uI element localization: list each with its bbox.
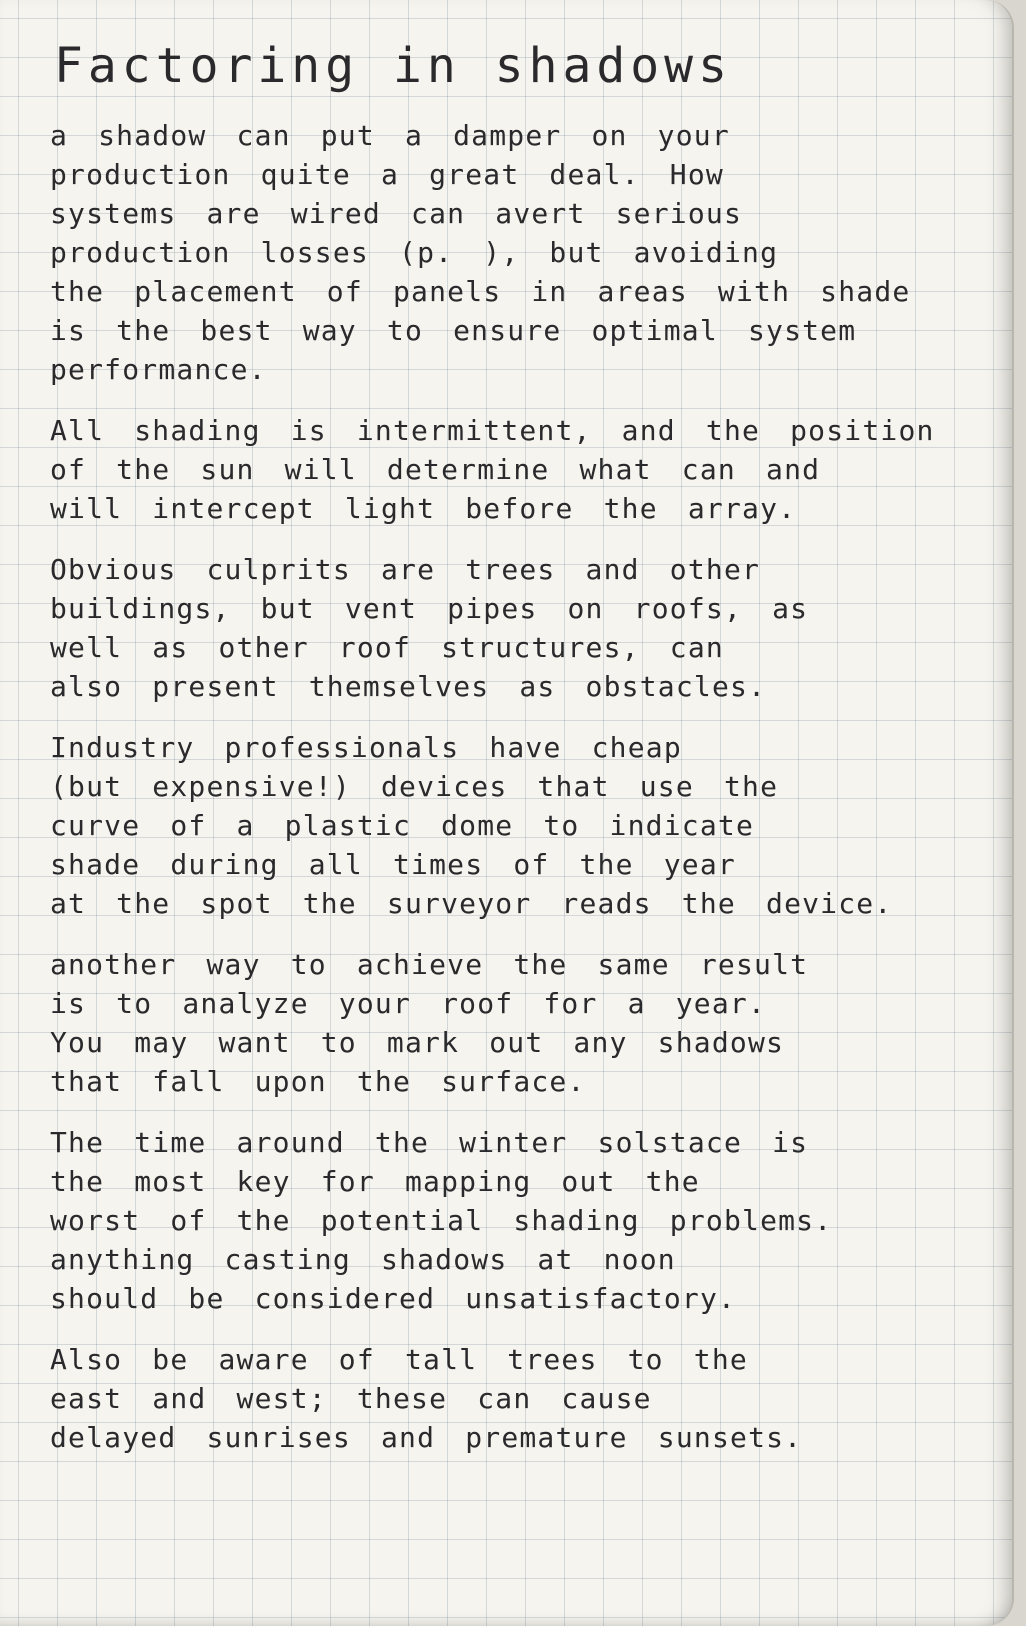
- text-line: Also be aware of tall trees to the: [50, 1343, 748, 1376]
- handwritten-note: [50, 30, 990, 1479]
- text-line: You may want to mark out any shadows: [50, 1026, 785, 1059]
- paragraph-3: [50, 550, 990, 706]
- text-line: The time around the winter solstace is: [50, 1126, 809, 1159]
- text-line: production quite a great deal. How: [50, 158, 724, 191]
- text-line: delayed sunrises and premature sunsets.: [50, 1421, 803, 1454]
- text-line: another way to achieve the same result: [50, 948, 809, 981]
- text-line: All shading is intermittent, and the position: [50, 414, 935, 447]
- text-line: east and west; these can cause: [50, 1382, 652, 1415]
- text-line: the most key for mapping out the: [50, 1165, 700, 1198]
- text-line: at the spot the surveyor reads the device.: [50, 887, 893, 920]
- paragraph-5: [50, 945, 990, 1101]
- text-line: anything casting shadows at noon: [50, 1243, 676, 1276]
- paragraph-2: [50, 411, 990, 528]
- text-line: Industry professionals have cheap: [50, 731, 682, 764]
- text-line: buildings, but vent pipes on roofs, as: [50, 592, 809, 625]
- text-line: production losses (p. ), but avoiding: [50, 236, 779, 269]
- text-line: systems are wired can avert serious: [50, 197, 743, 230]
- text-line: is the best way to ensure optimal system: [50, 314, 857, 347]
- text-line: well as other roof structures, can: [50, 631, 724, 664]
- text-line: Obvious culprits are trees and other: [50, 553, 761, 586]
- text-line: that fall upon the surface.: [50, 1065, 586, 1098]
- text-line: should be considered unsatisfactory.: [50, 1282, 737, 1315]
- page-title: Factoring in shadows: [54, 38, 732, 94]
- text-line: worst of the potential shading problems.: [50, 1204, 833, 1237]
- paragraph-1: [50, 116, 990, 389]
- text-line: the placement of panels in areas with shade: [50, 275, 911, 308]
- text-line: a shadow can put a damper on your: [50, 119, 730, 152]
- text-line: shade during all times of the year: [50, 848, 736, 881]
- text-line: performance.: [50, 353, 267, 386]
- paragraph-7: [50, 1340, 990, 1457]
- paragraph-4: [50, 728, 990, 923]
- text-line: will intercept light before the array.: [50, 492, 797, 525]
- text-line: is to analyze your roof for a year.: [50, 987, 767, 1020]
- text-line: (but expensive!) devices that use the: [50, 770, 779, 803]
- text-line: of the sun will determine what can and: [50, 453, 821, 486]
- text-line: curve of a plastic dome to indicate: [50, 809, 755, 842]
- text-line: also present themselves as obstacles.: [50, 670, 767, 703]
- paragraph-6: [50, 1123, 990, 1318]
